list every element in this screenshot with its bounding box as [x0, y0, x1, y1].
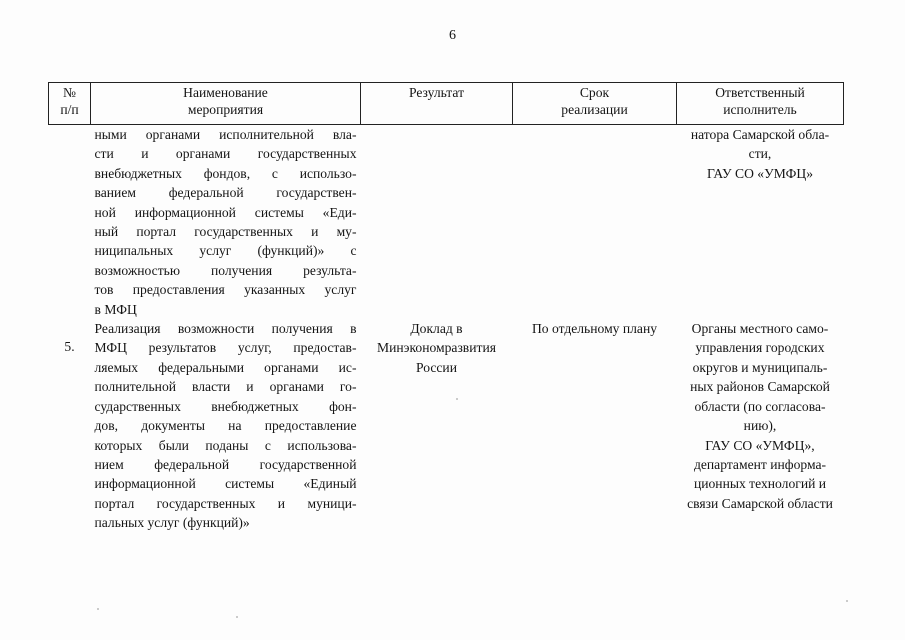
responsible-line: связи Самарской области — [687, 495, 833, 511]
activity-line: сти и органами государственных — [94, 146, 357, 162]
activity-line: МФЦ результатов услуг, предостав- — [94, 340, 357, 356]
header-num-line-2: п/п — [60, 102, 79, 117]
responsible-line: ГАУ СО «УМФЦ», — [705, 437, 815, 453]
responsible-line: ных районов Самарской — [690, 379, 830, 395]
header-result-line-1: Результат — [408, 85, 465, 100]
activity-line: ными органами исполнительной вла- — [94, 127, 357, 142]
activity-line: внебюджетных фондов, с использо- — [94, 165, 357, 181]
header-name-line-2: мероприятия — [187, 102, 264, 117]
row-activity-name — [91, 319, 361, 532]
activity-line: полнительной власти и органами го- — [94, 379, 357, 395]
activity-line: тов предоставления указанных услуг — [94, 282, 357, 298]
activity-line: ный портал государственных и му- — [94, 224, 357, 240]
activity-line: сударственных внебюджетных фон- — [94, 398, 357, 414]
row-number: 5. — [64, 339, 75, 355]
header-deadline-line-2: реализации — [561, 102, 628, 117]
result-line: Доклад в — [410, 321, 463, 337]
responsible-line: округов и муниципаль- — [692, 359, 828, 375]
header-responsible-line-2: исполнитель — [723, 102, 797, 117]
header-result — [361, 83, 513, 125]
row-responsible — [677, 125, 844, 320]
scan-speck — [97, 608, 99, 610]
header-num — [49, 83, 91, 125]
row-result — [361, 125, 513, 320]
activity-line: портал государственных и муници- — [94, 495, 357, 511]
row-result — [361, 319, 513, 532]
page-number: 6 — [449, 28, 456, 43]
scan-speck — [236, 616, 238, 618]
row-deadline: По отдельному плану — [531, 321, 658, 337]
table-header-row — [49, 83, 844, 125]
table-row — [49, 125, 844, 320]
activity-line: ляемых федеральными органами ис- — [94, 359, 357, 375]
responsible-line: управления городских — [695, 340, 825, 356]
activity-line: ванием федеральной государствен- — [94, 185, 357, 201]
activity-line: Реализация возможности получения в — [94, 321, 357, 337]
header-deadline — [513, 83, 677, 125]
row-deadline — [513, 125, 677, 320]
activity-line: ниципальных услуг (функций)» с — [94, 243, 357, 259]
header-name — [91, 83, 361, 125]
responsible-line: натора Самарской обла- — [690, 127, 830, 142]
responsible-line: нию), — [743, 418, 777, 434]
responsible-line: области (по согласова- — [694, 398, 826, 414]
result-line: Минэкономразвития — [377, 340, 496, 356]
activity-line: в МФЦ — [94, 301, 137, 317]
responsible-line: департамент информа- — [693, 456, 827, 472]
header-responsible-line-1: Ответственный — [715, 85, 805, 100]
activity-line: которых были поданы с использова- — [94, 437, 357, 453]
responsible-line: ционных технологий и — [693, 476, 827, 492]
activity-line: возможностью получения результа- — [94, 262, 357, 278]
row-activity-name — [91, 125, 361, 320]
scan-speck — [456, 398, 458, 400]
responsible-line: ГАУ СО «УМФЦ» — [707, 165, 813, 181]
activity-line: информационной системы «Единый — [94, 476, 357, 492]
plan-table — [48, 82, 844, 533]
activity-line: дов, документы на предоставление — [94, 418, 357, 434]
row-responsible — [677, 319, 844, 532]
header-num-line-1: № — [63, 85, 76, 100]
activity-line: нием федеральной государственной — [94, 456, 357, 472]
activity-line: ной информационной системы «Еди- — [94, 204, 357, 220]
scan-speck — [846, 600, 848, 602]
result-line: России — [416, 359, 457, 375]
responsible-line: сти, — [748, 146, 772, 162]
table-row — [49, 319, 844, 532]
responsible-line: Органы местного само- — [691, 321, 829, 337]
header-deadline-line-1: Срок — [579, 85, 610, 100]
activity-line: пальных услуг (функций)» — [94, 515, 250, 531]
header-name-line-1: Наименование — [183, 85, 268, 100]
row-number — [49, 125, 91, 320]
header-responsible — [677, 83, 844, 125]
